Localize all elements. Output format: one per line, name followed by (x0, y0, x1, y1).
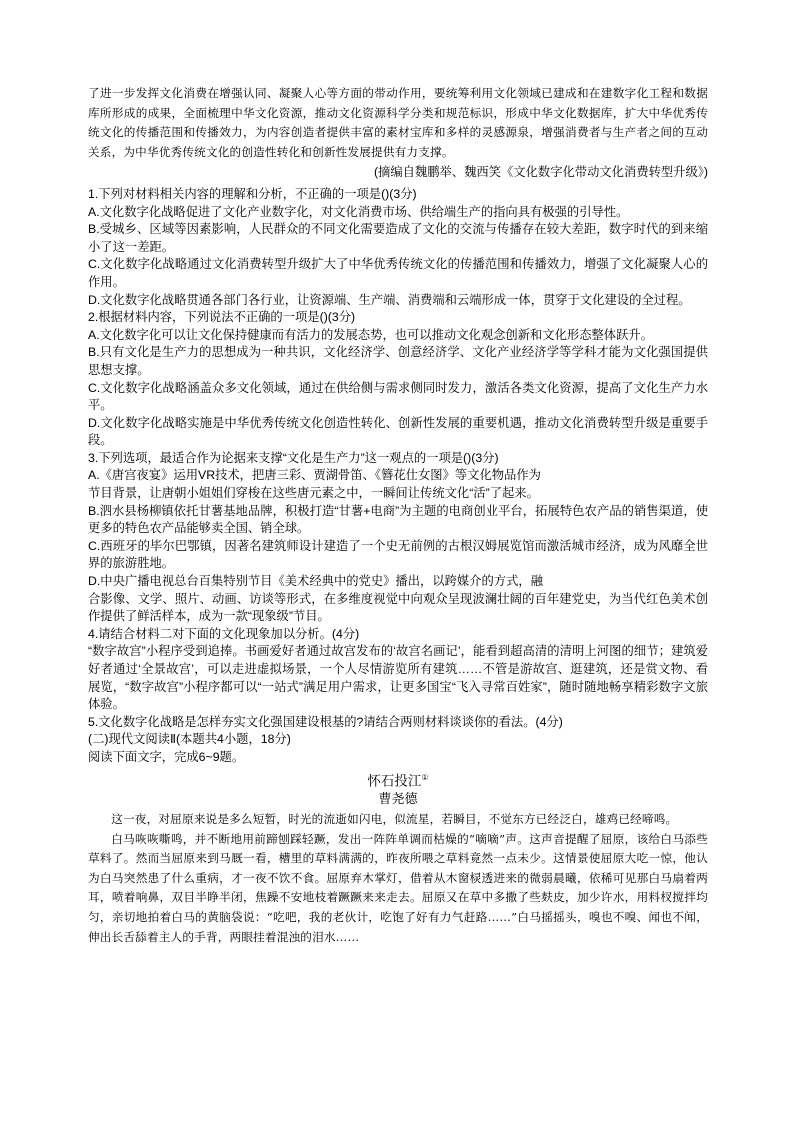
q1-option-b: B.受城乡、区域等因素影响，人民群众的不同文化需要造成了文化的交流与传播存在较大差距，数字时代的到来缩小了这一差距。 (88, 222, 708, 254)
q2-option-b: B.只有文化是生产力的思想成为一种共识，文化经济学、创意经济学、文化产业经济学等学科才能为文化强国提供思想支撑。 (88, 345, 708, 377)
q2-option-a: A.文化数字化可以让文化保持健康而有活力的发展态势，也可以推动文化观念创新和文化形态整体跃升。 (88, 327, 653, 342)
story-author: 曹尧德 (378, 791, 418, 807)
question-4 (88, 626, 708, 714)
q3-option-c: C.西班牙的毕尔巴鄂镇，因著名建筑师设计建造了一个史无前例的古根汉姆展览馆而激活城市经济，成为风靡全世界的旅游胜地。 (88, 538, 708, 571)
q4-stem: 4.请结合材料二对下面的文化现象加以分析。(4分) (88, 626, 360, 641)
section-instruction: 阅读下面文字，完成6~9题。 (88, 749, 245, 764)
q1-option-a: A.文化数字化战略促进了文化产业数字化，对文化消费市场、供给端生产的指向具有极强的引导性。 (88, 204, 629, 219)
question-3 (88, 450, 708, 626)
source-citation: (摘编自魏鹏举、魏西笑《文化数字化带动文化消费转型升级》) (373, 165, 708, 180)
q3-stem: 3.下列选项，最适合作为论据来支撑“文化是生产力”这一观点的一项是()(3分) (88, 450, 499, 465)
q2-option-d: D.文化数字化战略实施是中华优秀传统文化创造性转化、创新性发展的重要机遇，推动文化消费转型升级是重要手段。 (88, 415, 708, 448)
section-header (88, 731, 708, 766)
q1-stem: 1.下列对材料相关内容的理解和分析，不正确的一项是()(3分) (88, 186, 417, 201)
story-paragraph-2: 白马咴咴嘶鸣，并不断地用前蹄刨踩轻蹶，发出一阵阵单调而枯燥的“嘀嘀”声。这声音提醒了屈原，该给白马添些草料了。然而当屈原来到马厩一看，槽里的草料满满的，昨夜所喂之草料竟然一点未少。这情景使屈原大吃一惊，他认为白马突然患了什么重病，才一夜不饮不食。屈原弃木掌灯，借着从木窗棂透进来的微弱晨曦，依稀可见那白马扇着两耳，喷着响鼻，双目半睁半闭，焦躁不安地枝着蹶蹶来来走去。屈原又在草中多撒了些麸皮，加少许水，用料杈搅拌均匀，亲切地拍着白马的黄脑袋说：“吃吧，我的老伙计，吃饱了好有力气赶路……”白马摇摇头，嗅也不嗅、闻也不闻，伸出长舌舔着主人的手背，两眼挂着混浊的泪水…… (88, 831, 708, 944)
story-paragraph-1: 这一夜，对屈原来说是多么短暂，时光的流逝如闪电，似流星，若瞬目，不觉东方已经泛白，雄鸡已经啼鸣。 (111, 812, 678, 827)
q4-text: “数字故宫”小程序受到追捧。书画爱好者通过故宫发布的‘故宫名画记’，能看到超高清的清明上河图的细节；建筑爱好者通过‘全景故宫’，可以走进虚拟场景，一个人尽情游览所有建筑……不管是游故宫、逛建筑，还是赏文物、看展览，“数字故宫”小程序都可以“一站式”满足用户需求，让更多国宝“飞入寻常百姓家”，随时随地畅享精彩数字文旅体验。 (88, 644, 708, 712)
question-2 (88, 309, 708, 450)
section-heading: (二)现代文阅读Ⅱ(本题共4小题，18分) (88, 732, 291, 747)
q2-option-c: C.文化数字化战略涵盖众多文化领域，通过在供给侧与需求侧同时发力，激活各类文化资源，提高了文化生产力水平。 (88, 380, 708, 413)
q1-option-c: C.文化数字化战略通过文化消费转型升级扩大了中华优秀传统文化的传播范围和传播效力，增强了文化凝聚人心的作用。 (88, 257, 708, 289)
q3-option-a-line2: 节目背景，让唐朝小姐姐们穿梭在这些唐元素之中，一瞬间让传统文化“活”了起来。 (88, 486, 539, 501)
story-title (88, 769, 708, 791)
q3-option-d-line1: D.中央广播电视总台百集特别节目《美术经典中的党史》播出，以跨媒介的方式，融 (88, 574, 543, 589)
question-1 (88, 186, 708, 309)
q3-option-d-line2: 合影像、文学、照片、动画、访谈等形式，在多维度视觉中向观众呈现波澜壮阔的百年建党史，为当代红色美术创作提供了鲜活样本，成为一款“现象级”节目。 (88, 591, 708, 624)
q2-stem: 2.根据材料内容，下列说法不正确的一项是()(3分) (88, 310, 356, 325)
exam-page (88, 84, 708, 947)
story-title-text: 怀石投江 (367, 773, 422, 789)
intro-paragraph: 了进一步发挥文化消费在增强认同、凝聚人心等方面的带动作用，要统筹利用文化领域已建成和在建数字化工程和数据库所形成的成果，全面梳理中华文化资源，推动文化资源科学分类和规范标识，形成中华文化数据库，扩大中华优秀传统文化的传播范围和传播效力，为内容创造者提供丰富的素材宝库和多样的灵感源泉，增强消费者与生产者之间的互动关系，为中华优秀传统文化的创造性转化和创新性发展提供有力支撑。 (88, 86, 708, 159)
q3-option-a-line1: A.《唐宫夜宴》运用VR技术，把唐三彩、贾湖骨笛、《簪花仕女图》等文化物品作为 (88, 468, 541, 483)
footnote-mark: ① (421, 772, 429, 782)
q3-option-b: B.泗水县杨柳镇依托甘薯基地品牌，积极打造“甘薯+电商”为主题的电商创业平台，拓展特色农产品的销售渠道，使更多的特色农产品能够卖全国、销全球。 (88, 503, 708, 536)
q5-stem: 5.文化数字化战略是怎样夯实文化强国建设根基的?请结合两则材料谈谈你的看法。(4分) (88, 714, 563, 729)
question-5 (88, 714, 708, 732)
q1-option-d: D.文化数字化战略贯通各部门各行业，让资源端、生产端、消费端和云端形成一体，贯穿于文化建设的全过程。 (88, 292, 691, 307)
